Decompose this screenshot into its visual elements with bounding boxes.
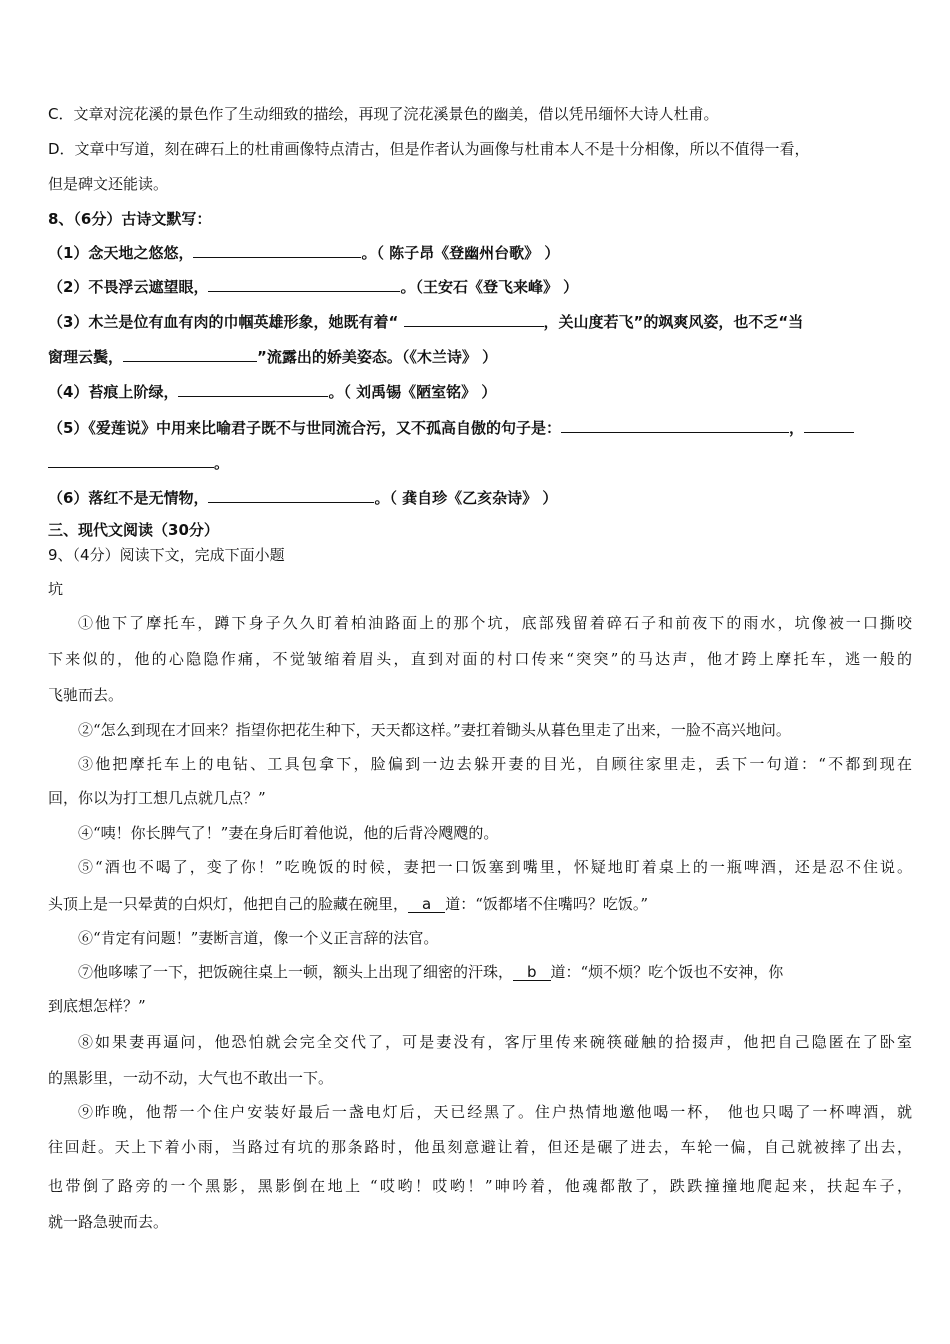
answer-blank[interactable] [48, 452, 214, 468]
q8-item-6-prompt: （6）落红不是无情物， [48, 489, 209, 507]
answer-blank[interactable] [178, 381, 328, 397]
q8-item-2-prompt: （2）不畏浮云遮望眼， [48, 278, 209, 296]
blank-b[interactable]: b [513, 964, 551, 981]
q8-item-5-prompt: （5）《爱莲说》中用来比喻君子既不与世同流合污，又不孤高自傲的句子是： [48, 419, 561, 437]
passage-p7-line2: 到底想怎样？” [48, 997, 146, 1015]
q8-item-3-text: ，关山度若飞”的飒爽风姿，也不乏“当 [543, 313, 804, 331]
passage-p1-line3: 飞驰而去。 [48, 686, 124, 704]
passage-p7-text: ⑦他哆嗦了一下，把饭碗往桌上一顿，额头上出现了细密的汗珠， [78, 963, 514, 981]
passage-p4: ④“咦！你长脾气了！”妻在身后盯着他说，他的后背冷飕飕的。 [78, 824, 499, 842]
q7-option-d-line2: 但是碑文还能读。 [48, 175, 169, 193]
answer-blank[interactable] [208, 487, 374, 503]
passage-p1-line1: ①他下了摩托车，蹲下身子久久盯着柏油路面上的那个坑，底部残留着碎石子和前夜下的雨水，坑像被一口撕咬 [78, 614, 912, 632]
q8-item-4-source: 。（ 刘禹锡《陋室铭》 ） [328, 383, 497, 401]
passage-p5-line2 [48, 894, 912, 914]
passage-p7-line1 [78, 962, 912, 982]
q8-item-4-prompt: （4）苔痕上阶绿， [48, 383, 179, 401]
passage-p6: ⑥“肯定有问题！”妻断言道，像一个义正言辞的法官。 [78, 929, 439, 947]
q8-item-2 [48, 276, 912, 297]
passage-p8-line1: ⑧如果妻再逼问，他恐怕就会完全交代了，可是妻没有，客厅里传来碗筷碰触的拾掇声，他把自己隐匿在了卧室 [78, 1033, 912, 1051]
q8-item-3-line2 [48, 346, 912, 367]
q8-item-5-comma: ， [788, 419, 804, 437]
q8-item-6 [48, 487, 912, 508]
passage-p5-text: 头顶上是一只晕黄的白炽灯，他把自己的脸藏在碗里， [48, 895, 409, 913]
q8-item-6-source: 。（ 龚自珍《乙亥杂诗》 ） [374, 489, 558, 507]
blank-a[interactable]: a [408, 896, 445, 913]
passage-p3-line1: ③他把摩托车上的电钻、工具包拿下，脸偏到一边去躲开妻的目光，自顾往家里走，丢下一句道：“不都到现在 [78, 755, 912, 773]
passage-p8-line2: 的黑影里，一动不动，大气也不敢出一下。 [48, 1069, 334, 1087]
answer-blank[interactable] [404, 311, 544, 327]
q7-option-c: C．文章对浣花溪的景色作了生动细致的描绘，再现了浣花溪景色的幽美，借以凭吊缅怀大诗人杜甫。 [48, 105, 719, 123]
q8-item-5-line1 [48, 417, 912, 438]
section-3-heading: 三、现代文阅读（30分） [48, 521, 219, 539]
answer-blank[interactable] [208, 276, 400, 292]
q8-item-5-end: 。 [214, 454, 230, 472]
passage-p9-line4: 就一路急驶而去。 [48, 1213, 169, 1231]
q8-item-3-line1 [48, 311, 912, 332]
answer-blank[interactable] [193, 242, 361, 258]
q8-item-3-text2: 窗理云鬓， [48, 348, 124, 366]
q9-heading: 9、（4分）阅读下文，完成下面小题 [48, 546, 285, 564]
passage-p9-line1: ⑨昨晚，他帮一个住户安装好最后一盏电灯后，天已经黑了。住户热情地邀他喝一杯， 他也只喝了一杯啤酒，就 [78, 1103, 912, 1121]
q8-item-1 [48, 242, 912, 263]
q8-heading: 8、（6分）古诗文默写： [48, 210, 212, 228]
q8-item-1-prompt: （1）念天地之悠悠， [48, 244, 194, 262]
passage-p9-line3: 也带倒了路旁的一个黑影，黑影倒在地上 “哎哟！哎哟！”呻吟着，他魂都散了，跌跌撞撞地爬起来，扶起车子， [48, 1177, 912, 1195]
answer-blank[interactable] [561, 417, 789, 433]
q8-item-4 [48, 381, 912, 402]
q8-item-2-source: 。（王安石《登飞来峰》 ） [400, 278, 579, 296]
passage-title: 坑 [48, 580, 64, 598]
passage-p3-line2: 回，你以为打工想几点就几点？” [48, 789, 266, 807]
q7-option-d-line1: D．文章中写道，刻在碑石上的杜甫画像特点清古，但是作者认为画像与杜甫本人不是十分相像，所以不值得一看， [48, 140, 810, 158]
passage-p5-text2: 道：“饭都堵不住嘴吗？吃饭。” [445, 895, 649, 913]
answer-blank[interactable] [123, 346, 257, 362]
passage-p7-text2: 道：“烦不烦？吃个饭也不安神，你 [550, 963, 784, 981]
q8-item-5-line2 [48, 452, 912, 473]
answer-blank[interactable] [804, 417, 854, 433]
q8-item-3-prompt: （3）木兰是位有血有肉的巾帼英雄形象，她既有着“ [48, 313, 404, 331]
passage-p9-line2: 往回赶。天上下着小雨，当路过有坑的那条路时，他虽刻意避让着，但还是碾了进去，车轮一偏，自己就被摔了出去， [48, 1138, 912, 1156]
passage-p5-line1: ⑤“酒也不喝了，变了你！”吃晚饭的时候，妻把一口饭塞到嘴里，怀疑地盯着桌上的一瓶啤酒，还是忍不住说。 [78, 858, 912, 876]
passage-p1-line2: 下来似的，他的心隐隐作痛，不觉皱缩着眉头，直到对面的村口传来“突突”的马达声，他才跨上摩托车，逃一般的 [48, 650, 912, 668]
passage-p2: ②“怎么到现在才回来？指望你把花生种下，天天都这样。”妻扛着锄头从暮色里走了出来，一脸不高兴地问。 [78, 721, 791, 739]
q8-item-3-source: ”流露出的娇美姿态。（《木兰诗》 ） [257, 348, 498, 366]
q8-item-1-source: 。（ 陈子昂《登幽州台歌》 ） [361, 244, 560, 262]
